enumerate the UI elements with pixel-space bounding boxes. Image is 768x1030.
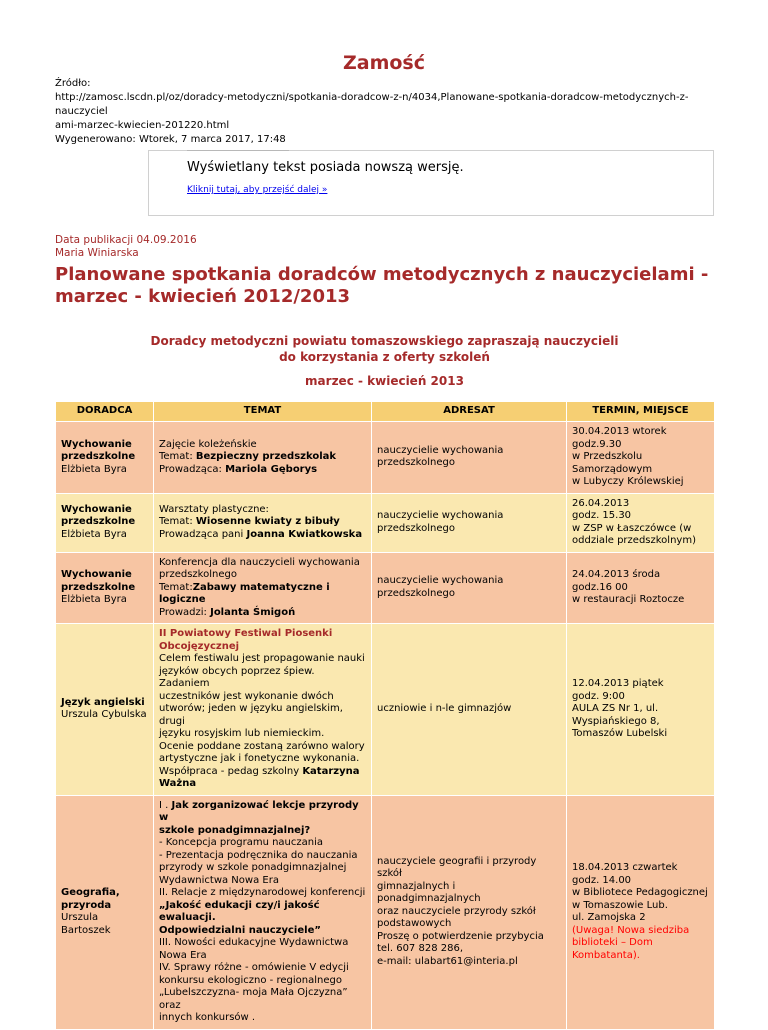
- newer-version-notice: [148, 150, 714, 216]
- source-url-line2: ami-marzec-kwiecien-201220.html: [55, 120, 230, 131]
- topic-cell: Zajęcie koleżeńskie Temat: Bezpieczny przedszkolak Prowadząca: Mariola Gęborys: [154, 422, 372, 494]
- table-row: [56, 552, 715, 624]
- date-place-cell: 26.04.2013 godz. 15.30 w ZSP w Łaszczówce (w oddziale przedszkolnym): [567, 493, 715, 552]
- advisor-cell: [56, 624, 154, 796]
- topic-cell: Konferencja dla nauczycieli wychowania przedszkolnego Temat:Zabawy matematyczne i logiczne Prowadzi: Jolanta Śmigoń: [154, 552, 372, 624]
- subject-name: Język angielski: [61, 696, 145, 708]
- header-advisor: DORADCA: [56, 402, 154, 422]
- topic-cell: I . Jak zorganizować lekcje przyrody w szkole ponadgimnazjalnej? - Koncepcja programu nauczania - Prezentacja podręcznika do nauczania przyrody w szkole ponadgimnazjalnej Wydawnictwa Nowa Era II. Relacje z międzynarodowej konferencji „Jakość edukacji czy/i jakość ewaluacji. Odpowiedzialni nauczyciele” III. Nowości edukacyjne Wydawnictwa Nowa Era IV. Sprawy różne - omówienie V edycji konkursu ekologiczno - regionalnego „Lubelszczyzna- moja Mała Ojczyzna” oraz innych konkursów .: [154, 795, 372, 1029]
- publication-date: Data publikacji 04.09.2016: [55, 234, 197, 246]
- intro-line-1: Doradcy metodyczni powiatu tomaszowskiego zapraszają nauczycieli: [150, 334, 619, 348]
- advisor-name: Elżbieta Byra: [61, 528, 127, 540]
- table-row: [56, 422, 715, 494]
- article-intro: [55, 333, 714, 365]
- training-schedule-table: [55, 401, 715, 1030]
- source-url-line1: http://zamosc.lscdn.pl/oz/doradcy-metodyczni/spotkania-doradcow-z-n/4034,Planowane-spotkania-doradcow-metodycznych-z-nauczyciel: [55, 92, 689, 117]
- source-meta: [55, 77, 725, 147]
- audience-cell: nauczycielie wychowania przedszkolnego: [372, 552, 567, 624]
- table-header-row: [56, 402, 715, 422]
- header-date-place: TERMIN, MIEJSCE: [567, 402, 715, 422]
- email-link[interactable]: e-mail: ulabart61@interia.pl: [377, 955, 518, 967]
- table-row: [56, 624, 715, 796]
- audience-cell: uczniowie i n-le gimnazjów: [372, 624, 567, 796]
- notice-text: Wyświetlany tekst posiada nowszą wersję.: [187, 160, 464, 175]
- advisor-cell: [56, 552, 154, 624]
- advisor-cell: [56, 493, 154, 552]
- table-row: [56, 493, 715, 552]
- site-title: Zamość: [342, 52, 426, 74]
- subject-name: Wychowanie przedszkolne: [61, 438, 136, 462]
- advisor-name: Urszula Cybulska: [61, 709, 147, 721]
- publication-info: [55, 234, 197, 260]
- notice-divider: [187, 150, 289, 151]
- topic-cell: Warsztaty plastyczne: Temat: Wiosenne kwiaty z bibuły Prowadząca pani Joanna Kwiatkowska: [154, 493, 372, 552]
- source-label: Źródło:: [55, 78, 91, 89]
- date-place-cell: 30.04.2013 wtorek godz.9.30 w Przedszkolu Samorządowym w Lubyczy Królewskiej: [567, 422, 715, 494]
- date-place-cell: 18.04.2013 czwartek godz. 14.00 w Bibliotece Pedagogicznej w Tomaszowie Lub. ul. Zamojska 2 (Uwaga! Nowa siedziba biblioteki – Dom Kombatanta).: [567, 795, 715, 1029]
- topic-cell: II Powiatowy Festiwal Piosenki Obcojęzycznej Celem festiwalu jest propagowanie nauki języków obcych poprzez śpiew. Zadaniem uczestników jest wykonanie dwóch utworów; jeden w języku angielskim, drugi języku rosyjskim lub niemieckim. Ocenie poddane zostaną zarówno walory artystyczne jak i fonetyczne wykonania. Współpraca - pedag szkolny Katarzyna Ważna: [154, 624, 372, 796]
- venue-change-note: (Uwaga! Nowa siedziba: [572, 924, 690, 936]
- generated-date: Wygenerowano: Wtorek, 7 marca 2017, 17:48: [55, 134, 286, 145]
- advisor-name: Urszula Bartoszek: [61, 912, 111, 936]
- header-audience: ADRESAT: [372, 402, 567, 422]
- advisor-name: Elżbieta Byra: [61, 463, 127, 475]
- advisor-cell: [56, 422, 154, 494]
- intro-line-2: do korzystania z oferty szkoleń: [279, 350, 490, 364]
- subject-name: Wychowanie przedszkolne: [61, 569, 136, 593]
- schedule-period: marzec - kwiecień 2013: [305, 374, 464, 388]
- header-topic: TEMAT: [154, 402, 372, 422]
- newer-version-link[interactable]: Kliknij tutaj, aby przejść dalej »: [187, 185, 328, 195]
- advisor-name: Elżbieta Byra: [61, 594, 127, 605]
- date-place-cell: 24.04.2013 środa godz.16 00 w restauracji Roztocze: [567, 552, 715, 624]
- article-title: Planowane spotkania doradców metodycznych z nauczycielami - marzec - kwiecień 2012/2013: [55, 264, 709, 307]
- audience-cell: nauczyciele geografii i przyrody szkół gimnazjalnych i ponadgimnazjalnych oraz nauczyciele przyrody szkół podstawowych Proszę o potwierdzenie przybycia tel. 607 828 286, e-mail: ulabart61@interia.pl: [372, 795, 567, 1029]
- date-place-cell: 12.04.2013 piątek godz. 9:00 AULA ZS Nr 1, ul. Wyspiańskiego 8, Tomaszów Lubelski: [567, 624, 715, 796]
- subject-name: Wychowanie przedszkolne: [61, 503, 136, 528]
- subject-name: Geografia, przyroda: [61, 887, 120, 911]
- audience-cell: nauczycielie wychowania przedszkolnego: [372, 422, 567, 494]
- publication-author: Maria Winiarska: [55, 247, 139, 259]
- audience-cell: nauczycielie wychowania przedszkolnego: [372, 493, 567, 552]
